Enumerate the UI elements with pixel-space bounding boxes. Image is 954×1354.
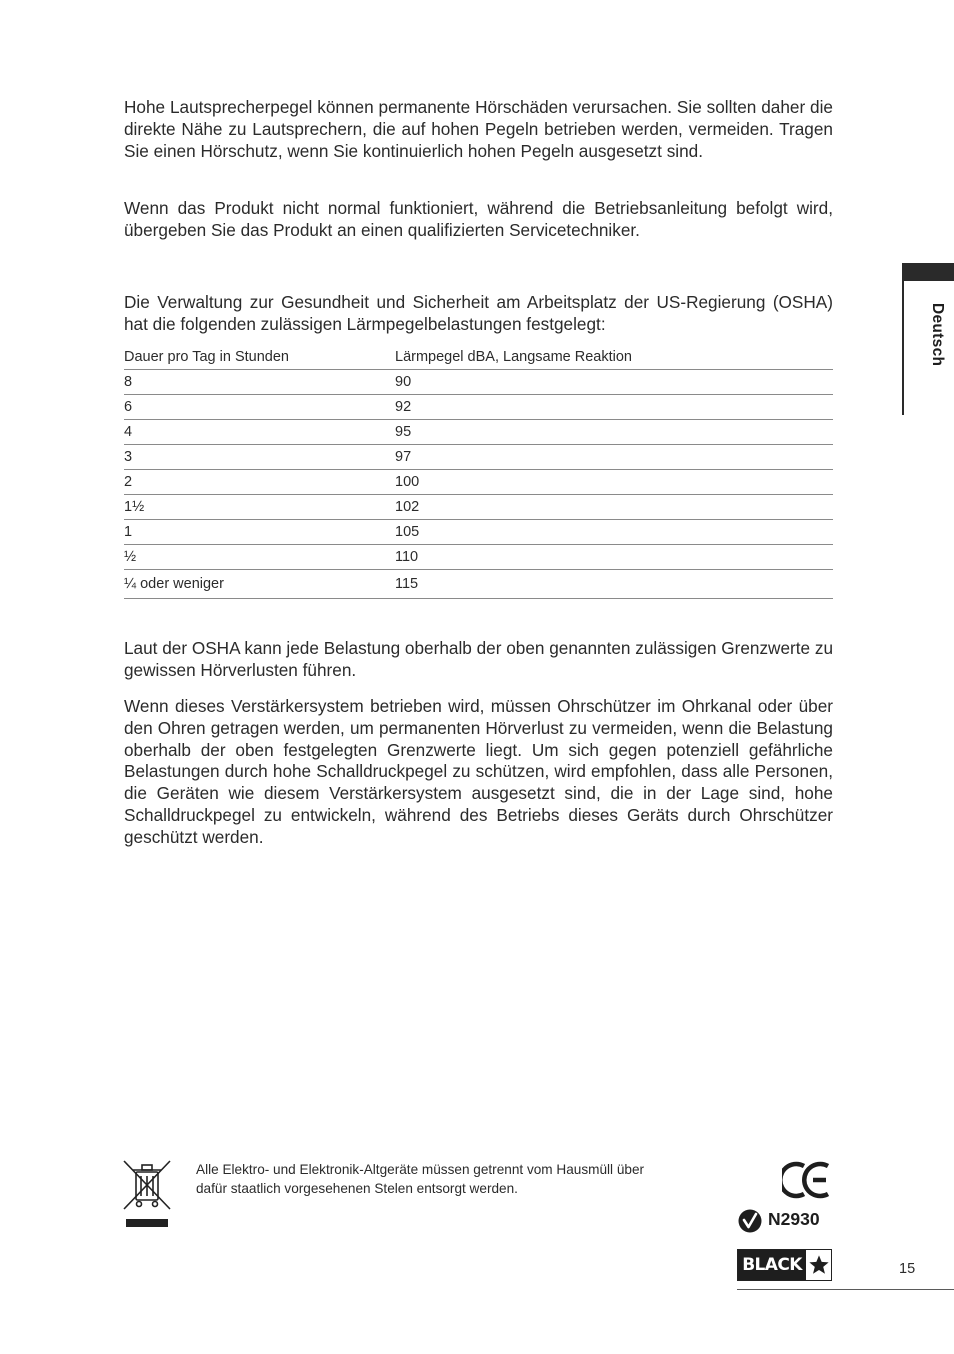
language-tab-rule [902,281,904,415]
table-row [124,570,833,599]
level-cell: 105 [395,520,833,545]
duration-cell: 6 [124,395,395,420]
footer-rule [737,1289,954,1290]
level-cell: 90 [395,370,833,395]
paragraph-osha-limits: Laut der OSHA kann jede Belastung oberhalb der oben genannten zulässigen Grenzwerte zu gewissen Hörverlusten führen. [124,638,833,680]
duration-cell: 1½ [124,495,395,520]
rcm-code: N2930 [768,1209,820,1229]
duration-cell: 2 [124,470,395,495]
column-header-level: Lärmpegel dBA, Langsame Reaktion [395,345,833,370]
duration-cell: ¼ oder weniger [124,570,395,599]
brand-logo-star [806,1250,831,1280]
level-cell: 115 [395,570,833,599]
table-row [124,445,833,470]
brand-logo [737,1249,832,1281]
table-row [124,520,833,545]
table-row [124,495,833,520]
duration-cell: 8 [124,370,395,395]
level-cell: 95 [395,420,833,445]
paragraph-osha-intro: Die Verwaltung zur Gesundheit und Sicherheit am Arbeitsplatz der US-Regierung (OSHA) hat die folgenden zulässigen Lärmpegelbelastungen festgelegt: [124,292,833,334]
table-header-row [124,345,833,370]
star-icon [808,1254,830,1276]
table-row [124,420,833,445]
duration-cell: 3 [124,445,395,470]
table-row [124,395,833,420]
duration-cell: 1 [124,520,395,545]
language-tab-label: Deutsch [929,303,946,367]
paragraph-service: Wenn das Produkt nicht normal funktioniert, während die Betriebsanleitung befolgt wird, übergeben Sie das Produkt an einen qualifizierten Servicetechniker. [124,198,833,240]
duration-cell: 4 [124,420,395,445]
language-tab [902,263,954,415]
column-header-duration: Dauer pro Tag in Stunden [124,345,395,370]
level-cell: 110 [395,545,833,570]
level-cell: 92 [395,395,833,420]
rcm-check-icon [738,1209,762,1233]
paragraph-hearing-damage: Hohe Lautsprecherpegel können permanente Hörschäden verursachen. Sie sollten daher die direkte Nähe zu Lautsprechern, die auf hohen Pegeln betrieben werden, vermeiden. Tragen Sie einen Hörschutz, wenn Sie kontinuierlich hohen Pegeln ausgesetzt sind. [124,97,833,161]
level-cell: 97 [395,445,833,470]
duration-cell: ½ [124,545,395,570]
noise-exposure-table [124,345,833,599]
paragraph-ear-protection: Wenn dieses Verstärkersystem betrieben wird, müssen Ohrschützer im Ohrkanal oder über den Ohren getragen werden, um permanenten Hörverlust zu vermeiden, wenn die Belastung oberhalb der oben festgelegten Grenzwerte liegt. Um sich gegen potenziell gefährliche Belastungen durch hohe Schalldruckpegel zu schützen, wird empfohlen, dass alle Personen, die Geräten wie diesem Verstärkersystem ausgesetzt sind, die in der Lage sind, hohe Schalldruckpegel zu entwickeln, während des Betriebs dieses Geräts durch Ohrschützer geschützt werden. [124,696,833,847]
table-row [124,545,833,570]
table-row [124,370,833,395]
level-cell: 102 [395,495,833,520]
disposal-notice-line-1: Alle Elektro- und Elektronik-Altgeräte müssen getrennt vom Hausmüll über [196,1162,645,1177]
ce-mark-icon [782,1160,832,1200]
rcm-compliance-mark [738,1207,834,1233]
level-cell: 100 [395,470,833,495]
language-tab-bar [902,263,954,281]
brand-logo-word: BLACK [738,1250,806,1280]
page-number: 15 [899,1261,916,1277]
disposal-notice [196,1161,726,1198]
table-row [124,470,833,495]
disposal-notice-line-2: dafür staatlich vorgesehenen Stelen entsorgt werden. [196,1180,518,1196]
crossed-out-bin-icon [122,1158,172,1230]
